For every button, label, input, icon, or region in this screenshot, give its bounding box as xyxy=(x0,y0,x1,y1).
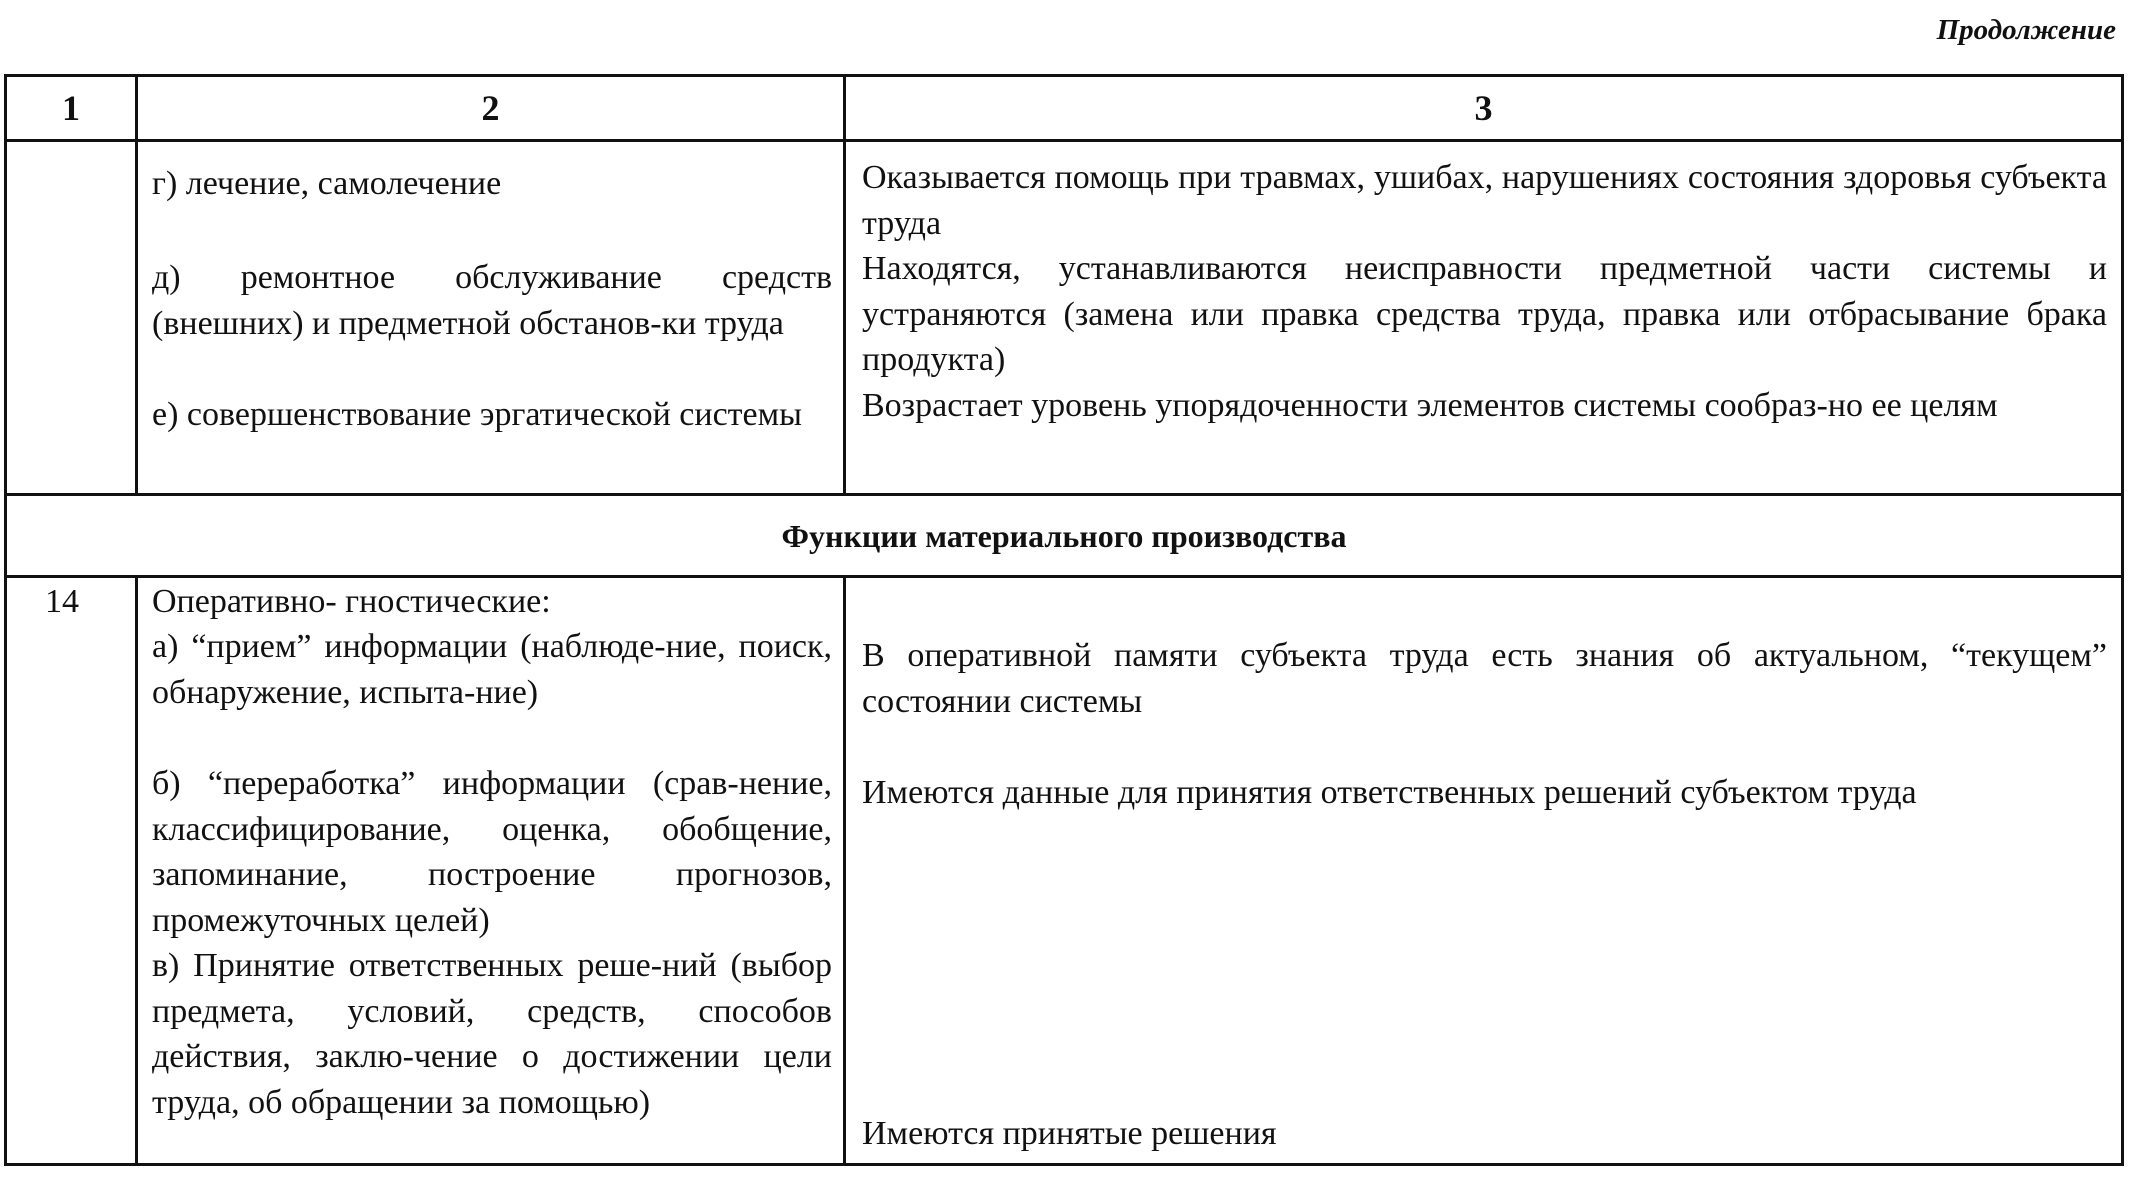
row14-col2-heading: Оперативно- гностические: xyxy=(152,583,551,620)
row1-col3-item-d: Находятся, устанавливаются неисправности предметной части системы и устраняются (замена или правка средства труда, правка или отбрасывание брака продукта) xyxy=(862,250,2107,378)
header-col-2: 2 xyxy=(481,88,500,128)
row14-col3-item-a: В оперативной памяти субъекта труда есть знания об актуальном, “текущем” состоянии системы xyxy=(862,637,2107,720)
column-divider-2b xyxy=(843,575,846,1163)
header-col-3: 3 xyxy=(1474,88,1493,128)
column-divider-1b xyxy=(135,575,138,1163)
row1-col3-item-g: Оказывается помощь при травмах, ушибах, нарушениях состояния здоровья субъекта труда xyxy=(862,159,2107,242)
row14-col3-item-b: Имеются данные для принятия ответственных решений субъектом труда xyxy=(862,774,1917,811)
row1-col2-item-e: е) совершенствование эргатической системы xyxy=(152,396,802,433)
column-divider-1a xyxy=(135,77,138,493)
row14-col3-item-v: Имеются принятые решения xyxy=(862,1115,1277,1152)
row14-number: 14 xyxy=(45,583,79,620)
row14-col2-item-b: б) “переработка” информации (срав-нение, классифицирование, оценка, обобщение, запоминание, построение прогнозов, промежуточных целей) xyxy=(152,765,832,939)
header-divider xyxy=(7,139,2121,142)
functions-table xyxy=(4,74,2124,1166)
row1-col2-item-d: д) ремонтное обслуживание средств (внешних) и предметной обстанов-ки труда xyxy=(152,259,832,342)
row1-col3-item-e: Возрастает уровень упорядоченности элементов системы сообраз-но ее целям xyxy=(862,387,1998,424)
row14-col2-item-a: а) “прием” информации (наблюде-ние, поиск, обнаружение, испыта-ние) xyxy=(152,628,832,711)
header-col-1: 1 xyxy=(62,88,80,128)
row1-col2-item-g: г) лечение, самолечение xyxy=(152,165,502,202)
row14-col2-item-v: в) Принятие ответственных реше-ний (выбор предмета, условий, средств, способов действия, заклю-чение о достижении цели труда, об обращении за помощью) xyxy=(152,947,832,1121)
section-title: Функции материального производства xyxy=(781,517,1347,554)
column-divider-2a xyxy=(843,77,846,493)
continuation-label: Продолжение xyxy=(1936,14,2116,46)
